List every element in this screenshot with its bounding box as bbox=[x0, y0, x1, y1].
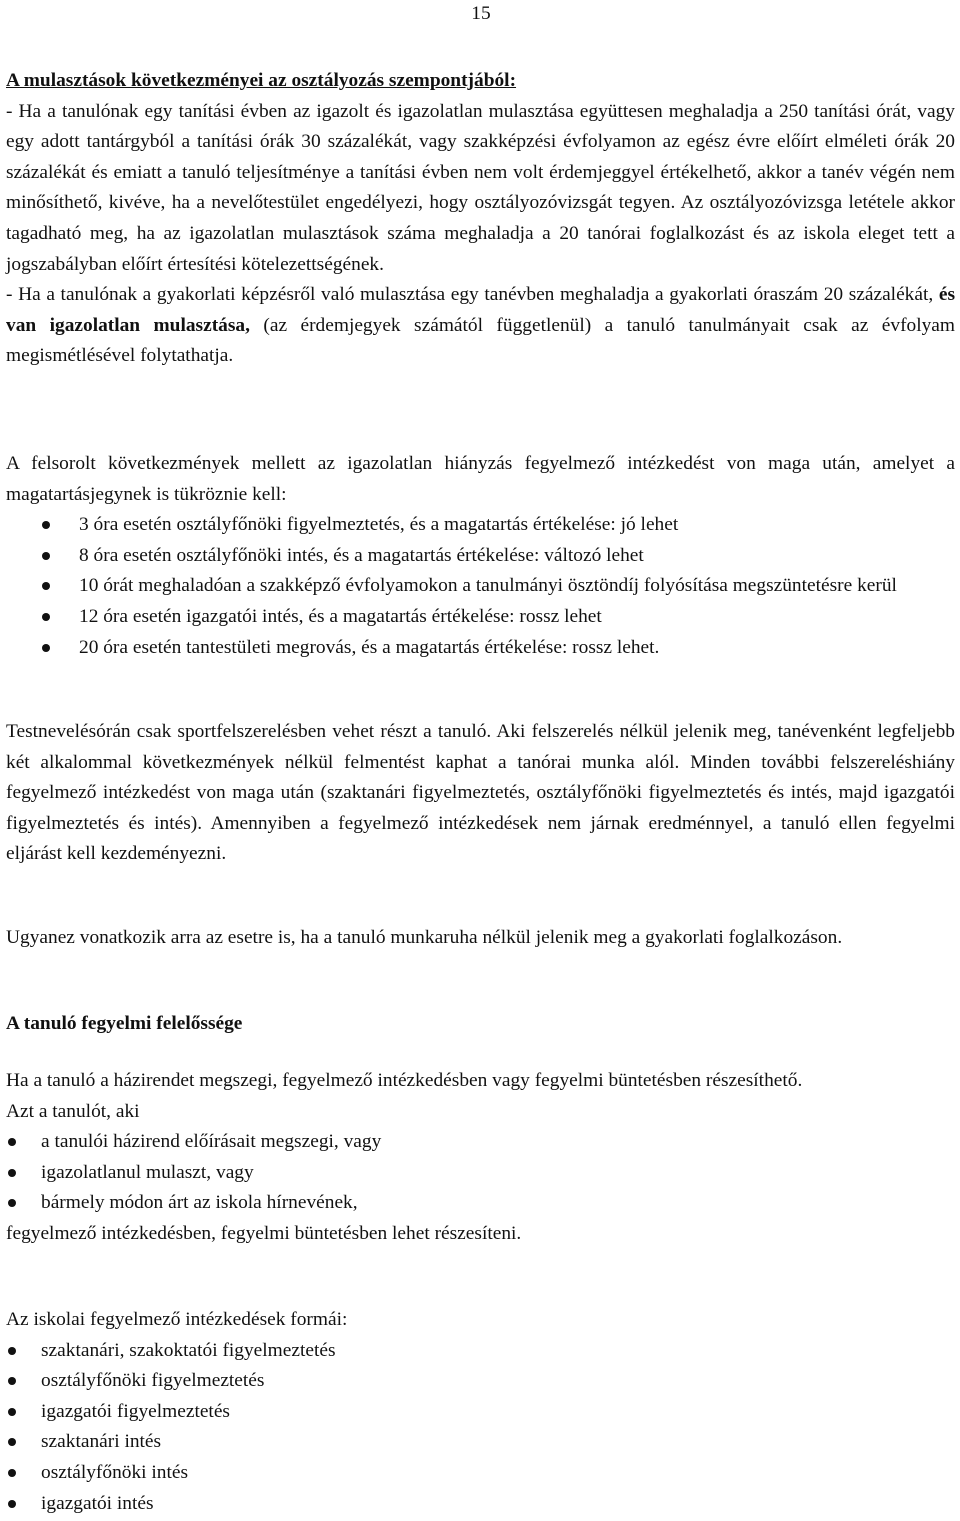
list-item: igazolatlanul mulaszt, vagy bbox=[6, 1158, 955, 1189]
paragraph: Azt a tanulót, aki bbox=[6, 1100, 140, 1122]
section-title bbox=[6, 1009, 955, 1040]
paragraph bbox=[6, 280, 955, 372]
bullet-icon bbox=[8, 1408, 16, 1416]
bullet-icon bbox=[8, 1199, 16, 1207]
list-item: a tanulói házirend előírásait megszegi, vagy bbox=[6, 1127, 955, 1158]
paragraph: - Ha a tanulónak egy tanítási évben az igazolt és igazolatlan mulasztása együttesen meghaladja a 250 tanítási órát, vagy egy adott tantárgyból a tanítási órák 30 százalékát, vagy szakképzési évfolyamon az egész évre előírt elméleti órák 20 százalékát és emiatt a tanuló teljesítménye a tanítási évben nem volt érdemjeggyel értékelhető, akkor a tanév végén nem minősíthető, kivéve, ha a nevelőtestület engedélyezi, hogy osztályozóvizsgát tegyen. Az osztályozóvizsga letétele akkor tagadható meg, ha az igazolatlan mulasztások száma meghaladja a 20 tanórai foglalkozást és az iskola eleget tett a jogszabályban előírt értesítési kötelezettségének. bbox=[6, 100, 955, 275]
bullet-list bbox=[6, 1127, 955, 1219]
paragraph-text: (az érdemjegyek számától függetlenül) a tanuló tanulmányait csak az évfolyam megismétlésével folytathatja. bbox=[6, 314, 955, 367]
paragraph-work-clothes: Ugyanez vonatkozik arra az esetre is, ha a tanuló munkaruha nélkül jelenik meg a gyakorlati foglalkozáson. bbox=[6, 927, 843, 948]
bullet-icon bbox=[42, 613, 50, 621]
section-discipline bbox=[6, 1066, 955, 1250]
list-item: 3 óra esetén osztályfőnöki figyelmeztetés, és a magatartás értékelése: jó lehet bbox=[6, 510, 955, 541]
section-absence-consequences bbox=[6, 66, 955, 372]
list-item: bármely módon árt az iskola hírnevének, bbox=[6, 1188, 955, 1219]
section-title: A mulasztások következményei az osztályozás szempontjából: bbox=[6, 70, 517, 91]
section-disciplinary-forms bbox=[6, 1305, 955, 1519]
paragraph-text: - Ha a tanulónak a gyakorlati képzésről való mulasztása egy tanévben meghaladja a gyakorlati óraszám 20 százalékát, bbox=[6, 284, 939, 306]
list-item: igazgatói intés bbox=[6, 1489, 955, 1520]
bullet-icon bbox=[8, 1377, 16, 1385]
page-number: 15 bbox=[471, 3, 491, 24]
bullet-icon bbox=[8, 1500, 16, 1508]
bullet-list bbox=[6, 510, 955, 663]
bullet-icon bbox=[42, 644, 50, 652]
list-item: 10 órát meghaladóan a szakképző évfolyamokon a tanulmányi ösztöndíj folyósítása megszüntetésre kerül bbox=[6, 571, 955, 602]
bullet-icon bbox=[42, 521, 50, 529]
section-title-text: A tanuló fegyelmi felelőssége bbox=[6, 1013, 243, 1034]
bullet-icon bbox=[8, 1138, 16, 1146]
list-item: 8 óra esetén osztályfőnöki intés, és a magatartás értékelése: változó lehet bbox=[6, 541, 955, 572]
bullet-icon bbox=[8, 1438, 16, 1446]
bullet-icon bbox=[8, 1347, 16, 1355]
bullet-icon bbox=[42, 582, 50, 590]
list-item: igazgatói figyelmeztetés bbox=[6, 1397, 955, 1428]
list-item: szaktanári, szakoktatói figyelmeztetés bbox=[6, 1336, 955, 1367]
bullet-icon bbox=[8, 1169, 16, 1177]
list-item: 20 óra esetén tantestületi megrovás, és a magatartás értékelése: rossz lehet. bbox=[6, 633, 955, 664]
bullet-icon bbox=[42, 552, 50, 560]
list-item: osztályfőnöki figyelmeztetés bbox=[6, 1366, 955, 1397]
list-item: 12 óra esetén igazgatói intés, és a magatartás értékelése: rossz lehet bbox=[6, 602, 955, 633]
paragraph: Az iskolai fegyelmező intézkedések formái: bbox=[6, 1309, 348, 1330]
paragraph: A felsorolt következmények mellett az igazolatlan hiányzás fegyelmező intézkedést von maga után, amelyet a magatartásjegynek is tükröznie kell: bbox=[6, 453, 955, 505]
paragraph: fegyelmező intézkedésben, fegyelmi büntetésben lehet részesíteni. bbox=[6, 1222, 522, 1244]
bold-phrase: és van igazolatlan mulasztása, bbox=[6, 284, 955, 336]
paragraph-pe-equipment: Testnevelésórán csak sportfelszerelésben vehet részt a tanuló. Aki felszerelés nélkül jelenik meg, tanévenként legfeljebb két alkalommal következmények nélkül felmentést kaphat a tanórai munka alól. Minden további felszereléshiány fegyelmező intézkedést von maga után (szaktanári figyelmeztetés, osztályfőnöki figyelmeztetés és intés, majd igazgatói figyelmeztetés és intés). Amennyiben a fegyelmező intézkedések nem járnak eredménnyel, a tanuló ellen fegyelmi eljárást kell kezdeményezni. bbox=[6, 721, 955, 865]
bullet-icon bbox=[8, 1469, 16, 1477]
section-unexcused-absence bbox=[6, 449, 955, 663]
list-item: szaktanári intés bbox=[6, 1427, 955, 1458]
list-item: osztályfőnöki intés bbox=[6, 1458, 955, 1489]
bullet-list bbox=[6, 1336, 955, 1520]
paragraph: Ha a tanuló a házirendet megszegi, fegyelmező intézkedésben vagy fegyelmi büntetésben részesíthető. bbox=[6, 1070, 803, 1091]
